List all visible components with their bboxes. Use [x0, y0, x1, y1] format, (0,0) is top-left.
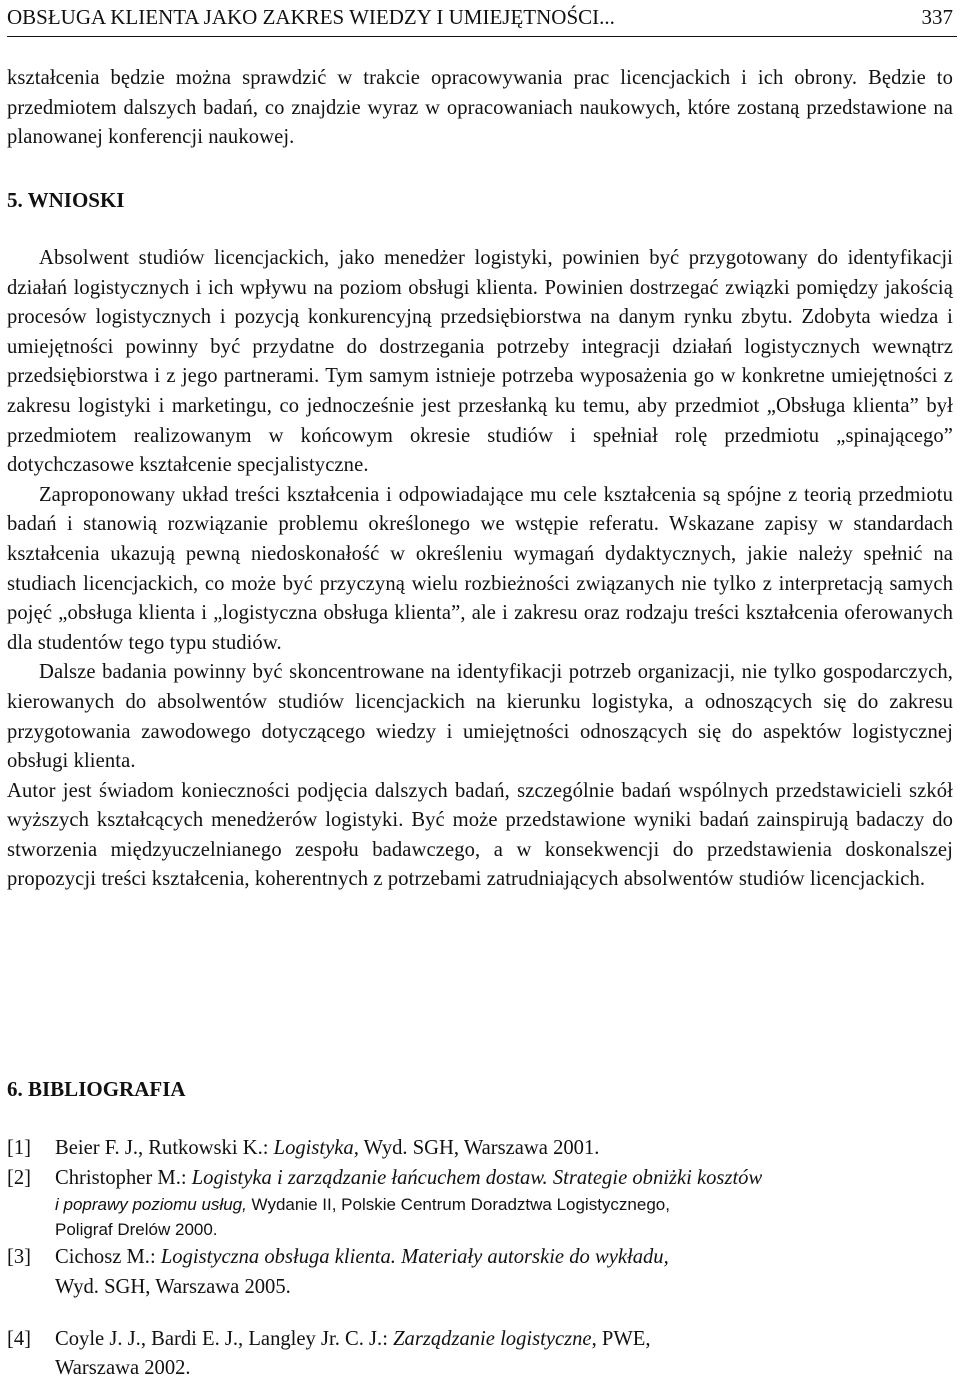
bibliography-line: Warszawa 2002.: [55, 1357, 191, 1379]
bibliography-number: [3]: [7, 1246, 32, 1268]
bibliography-title: Logistyka,: [273, 1137, 359, 1159]
bibliography-line: Wyd. SGH, Warszawa 2005.: [55, 1276, 291, 1298]
conclusions-paragraph-1: Absolwent studiów licencjackich, jako menedżer logistyki, powinien być przygotowany do identyfikacji działań logistycznych i ich wpływu na poziom obsługi klienta. Powinien dostrzegać związki pomiędzy jakością procesów logistycznych i pozycją konkurencyjną przedsiębiorstwa na danym rynku zbytu. Zdobyta wiedza i umiejętności powinny być przydatne do dostrzegania potrzeby integracji działań logistycznych wewnątrz przedsiębiorstwa i z jego partnerami. Tym samym istnieje potrzeba wyposażenia go w konkretne umiejętności z zakresu logistyki i marketingu, co jednocześnie jest przesłanką ku temu, aby przedmiot „Obsługa klienta” był przedmiotem realizowanym w końcowym okresie studiów i spełniał rolę przedmiotu „spinającego” dotychczasowe kształcenie specjalistyczne.: [7, 247, 953, 477]
bibliography-publisher: Wydanie II, Polskie Centrum Doradztwa Logistycznego,: [246, 1195, 670, 1214]
bibliography-publisher: , PWE,: [591, 1328, 651, 1350]
intro-paragraph: [7, 64, 953, 153]
bibliography-author: Christopher M.:: [55, 1167, 192, 1189]
bibliography-title: Logistyczna obsługa klienta. Materiały autorskie do wykładu,: [160, 1246, 669, 1268]
running-title: OBSŁUGA KLIENTA JAKO ZAKRES WIEDZY I UMIEJĘTNOŚCI...: [7, 5, 615, 29]
bibliography-line: [55, 1325, 651, 1354]
conclusions-paragraph-4: Autor jest świadom konieczności podjęcia dalszych badań, szczególnie badań wspólnych przedstawicieli szkół wyższych kształcących menedżerów logistyki. Być może przedstawione wyniki badań zainspirują badaczy do stworzenia międzyuczelnianego zespołu badawczego, a w konsekwencji do przedstawienia doskonalszej propozycji treści kształcenia, koherentnych z potrzebami zatrudniających absolwentów studiów licencjackich.: [7, 779, 953, 891]
bibliography-publisher: Wyd. SGH, Warszawa 2001.: [358, 1137, 600, 1159]
bibliography-line: [55, 1194, 670, 1216]
conclusions-paragraph-3: Dalsze badania powinny być skoncentrowane na identyfikacji potrzeb organizacji, nie tylko gospodarczych, kierowanych do absolwentów studiów licencjackich na kierunku logistyka, a odnoszących się do zakresu przygotowania zawodowego dotyczącego wiedzy i umiejętności odnoszących się do aspektów logistycznej obsługi klienta.: [7, 661, 953, 773]
bibliography-title: Zarządzanie logistyczne: [393, 1328, 592, 1350]
bibliography-author: Coyle J. J., Bardi E. J., Langley Jr. C. J.:: [55, 1328, 394, 1350]
bibliography-line: [55, 1243, 669, 1272]
bibliography-number: [2]: [7, 1167, 32, 1189]
bibliography-title-continued: i poprawy poziomu usług,: [55, 1195, 247, 1214]
section-heading-conclusions: 5. WNIOSKI: [7, 188, 125, 212]
bibliography-number: [4]: [7, 1328, 32, 1350]
section-heading-bibliography: 6. BIBLIOGRAFIA: [7, 1077, 186, 1101]
bibliography-number: [1]: [7, 1137, 32, 1159]
bibliography-line: [55, 1164, 762, 1193]
conclusions-section: [7, 244, 953, 895]
bibliography-author: Cichosz M.:: [55, 1246, 161, 1268]
conclusions-paragraph-2: Zaproponowany układ treści kształcenia i odpowiadające mu cele kształcenia są spójne z teorią przedmiotu badań i stanowią rozwiązanie problemu określonego we wstępie referatu. Wskazane zapisy w standardach kształcenia ukazują pewną niedoskonałość w określeniu wymagań dydaktycznych, jakie należy spełnić na studiach licencjackich, co może być przyczyną wielu rozbieżności związanych nie tylko z interpretacją samych pojęć „obsługa klienta i „logistyczna obsługa klienta”, ale i zakresu oraz rodzaju treści kształcenia oferowanych dla studentów tego typu studiów.: [7, 483, 953, 654]
bibliography-title: Logistyka i zarządzanie łańcuchem dostaw. Strategie obniżki kosztów: [191, 1167, 763, 1189]
bibliography-line: Poligraf Drelów 2000.: [55, 1220, 218, 1239]
intro-text: kształcenia będzie można sprawdzić w trakcie opracowywania prac licencjackich i ich obrony. Będzie to przedmiotem dalszych badań, co znajdzie wyraz w opracowaniach naukowych, które zostaną przedstawione na planowanej konferencji naukowej.: [7, 67, 953, 149]
bibliography-line: [55, 1134, 599, 1163]
running-header: [7, 0, 957, 37]
bibliography-author: Beier F. J., Rutkowski K.:: [55, 1137, 274, 1159]
page-number: 337: [921, 5, 953, 29]
